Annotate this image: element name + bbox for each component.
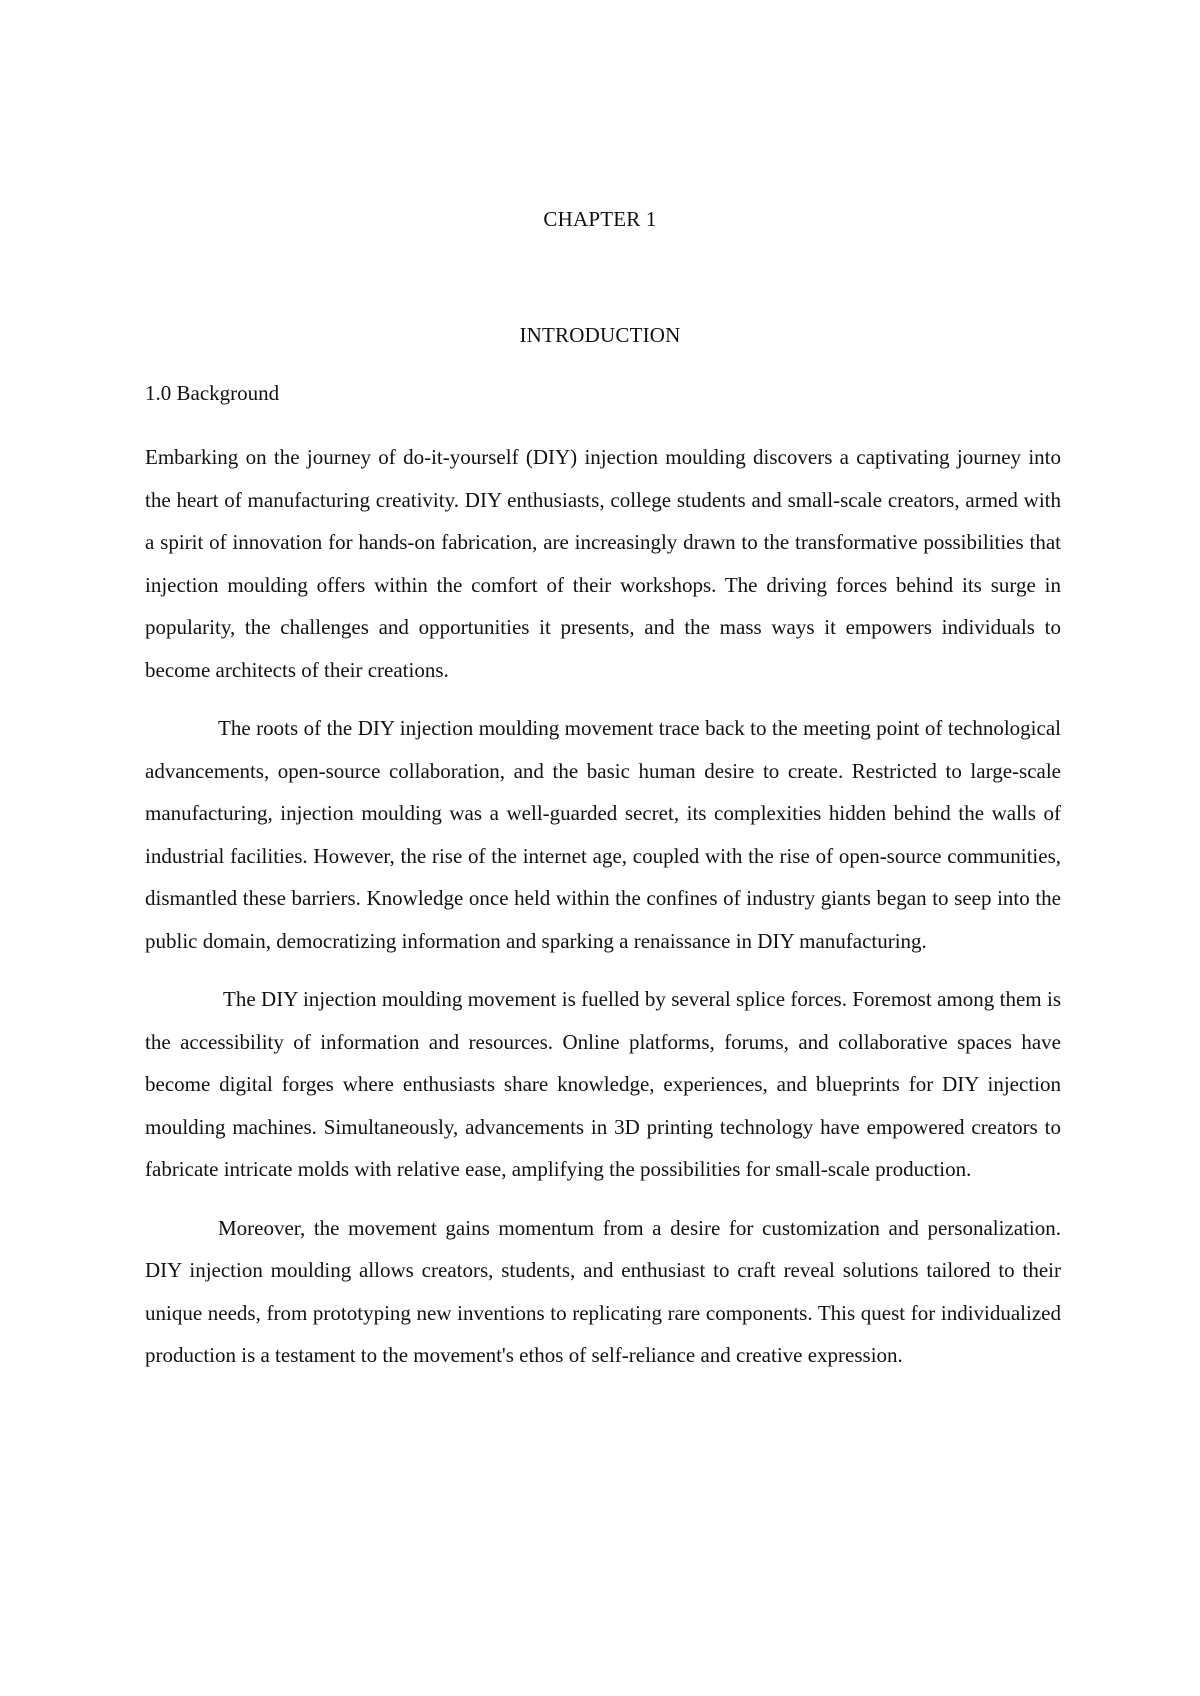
paragraph-1: Embarking on the journey of do-it-yourself (DIY) injection moulding discovers a captivating journey into the heart of manufacturing creativity. DIY enthusiasts, college students and small-scale creators, armed with a spirit of innovation for hands-on fabrication, are increasingly drawn to the transformative possibilities that injection moulding offers within the comfort of their workshops. The driving forces behind its surge in popularity, the challenges and opportunities it presents, and the mass ways it empowers individuals to become architects of their creations. [145, 445, 1061, 682]
paragraph-4: Moreover, the movement gains momentum from a desire for customization and personalization. DIY injection moulding allows creators, students, and enthusiast to craft reveal solutions tailored to their unique needs, from prototyping new inventions to replicating rare components. This quest for individualized production is a testament to the movement's ethos of self-reliance and creative expression. [145, 1215, 1061, 1367]
paragraph-3: The DIY injection moulding movement is fuelled by several splice forces. Foremost among them is the accessibility of information and resources. Online platforms, forums, and collaborative spaces have become digital forges where enthusiasts share knowledge, experiences, and blueprints for DIY injection moulding machines. Simultaneously, advancements in 3D printing technology have empowered creators to fabricate intricate molds with relative ease, amplifying the possibilities for small-scale production. [145, 987, 1061, 1181]
body-text [145, 436, 1061, 1393]
chapter-heading: CHAPTER 1 [543, 207, 657, 231]
chapter-title: INTRODUCTION [519, 323, 681, 347]
paragraph-2: The roots of the DIY injection moulding movement trace back to the meeting point of technological advancements, open-source collaboration, and the basic human desire to create. Restricted to large-scale manufacturing, injection moulding was a well-guarded secret, its complexities hidden behind the walls of industrial facilities. However, the rise of the internet age, coupled with the rise of open-source communities, dismantled these barriers. Knowledge once held within the confines of industry giants began to seep into the public domain, democratizing information and sparking a renaissance in DIY manufacturing. [145, 716, 1061, 953]
section-heading: 1.0 Background [145, 381, 280, 405]
